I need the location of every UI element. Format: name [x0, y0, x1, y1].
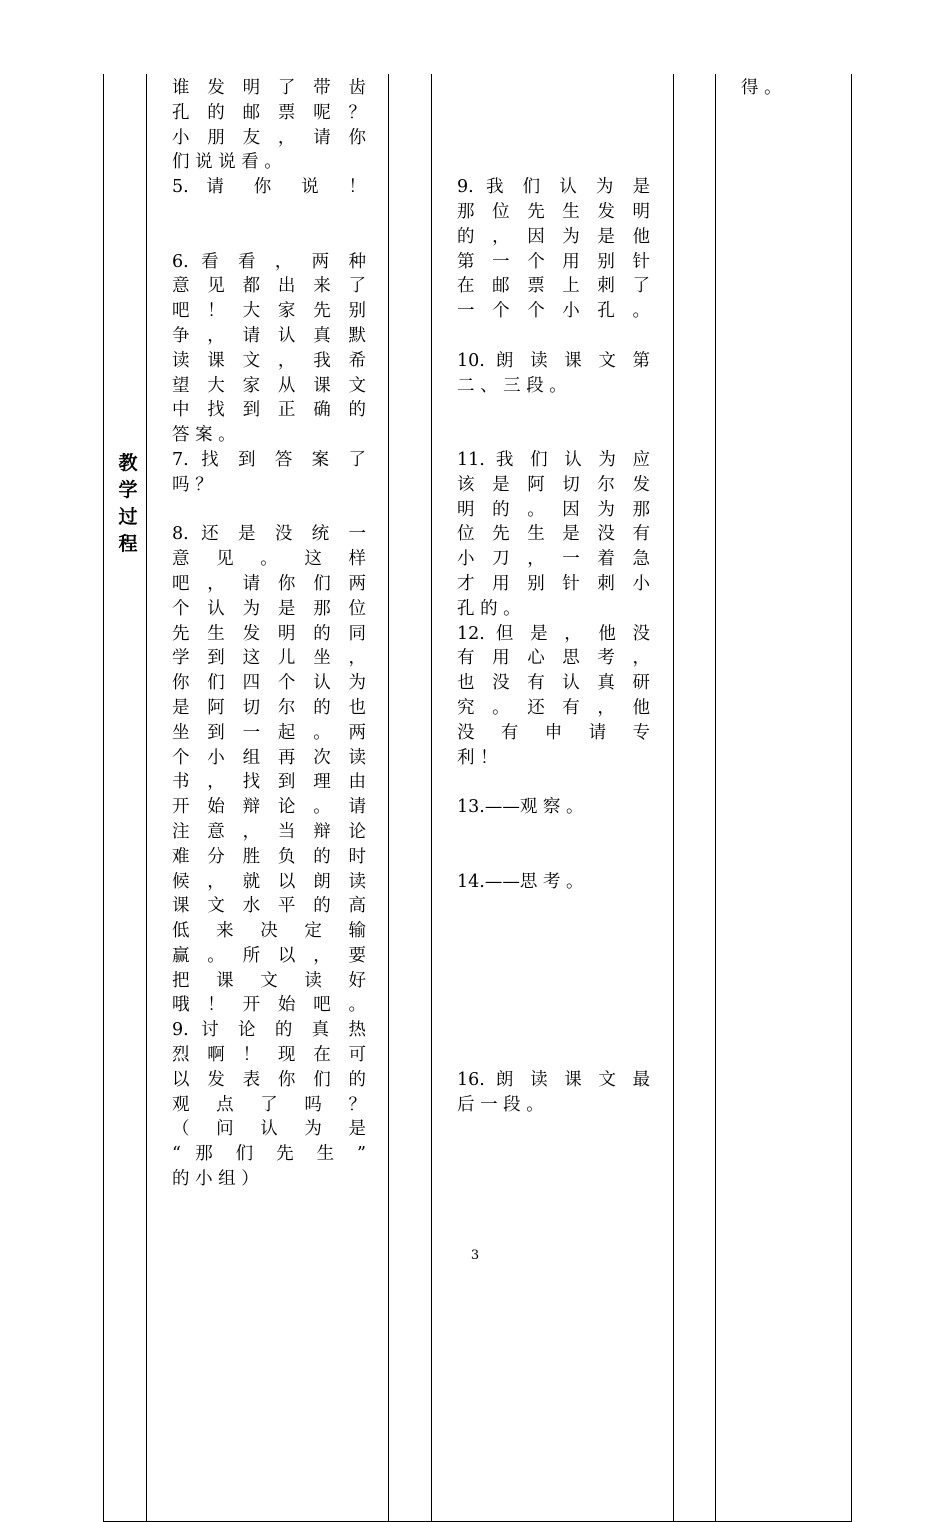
text-line: 吗 ？	[172, 474, 213, 495]
text-line: 13.——观 察 。	[457, 797, 584, 818]
text-line: 小 朋 友 ， 请 你	[172, 127, 366, 148]
text-line: 9. 我 们 认 为 是	[457, 177, 650, 198]
table-line	[431, 74, 432, 1522]
section-label	[110, 450, 146, 558]
text-line	[172, 498, 366, 523]
text-line	[457, 324, 650, 349]
text-line: 难 分 胜 负 的 时	[172, 846, 366, 867]
text-line: 哦 ！ 开 始 吧 。	[172, 995, 366, 1016]
text-line	[457, 919, 650, 944]
text-line: 明 的 。 因 为 那	[457, 499, 650, 520]
text-line: 们 说 说 看 。	[172, 152, 282, 173]
text-line	[457, 1018, 650, 1043]
text-line: 中 找 到 正 确 的	[172, 400, 366, 421]
text-line	[457, 1043, 650, 1068]
text-line: 9. 讨 论 的 真 热	[172, 1020, 366, 1041]
text-line: 个 认 为 是 那 位	[172, 598, 366, 619]
text-line: 在 邮 票 上 刺 了	[457, 276, 650, 297]
text-line: 你 们 四 个 认 为	[172, 673, 366, 694]
text-line: 学 到 这 儿 坐 ，	[172, 648, 366, 669]
text-line	[457, 126, 650, 151]
text-line	[172, 225, 366, 250]
text-line: 小 刀 ， 一 着 急	[457, 549, 650, 570]
text-line: 答 案 。	[172, 425, 236, 446]
table-line	[146, 74, 147, 1522]
text-line: 赢 。 所 以 ， 要	[172, 945, 366, 966]
page-number: 3	[470, 1248, 480, 1263]
text-line: 第 一 个 用 别 针	[457, 251, 650, 272]
text-line: 书 ， 找 到 理 由	[172, 772, 366, 793]
text-line: 以 发 表 你 们 的	[172, 1069, 366, 1090]
text-line: 才 用 别 针 刺 小	[457, 573, 650, 594]
text-line: 先 生 发 明 的 同	[172, 623, 366, 644]
text-line	[457, 150, 650, 175]
text-line: 吧 ， 请 你 们 两	[172, 573, 366, 594]
text-line: 吧 ！ 大 家 先 别	[172, 301, 366, 322]
student-activity-column	[457, 76, 650, 1117]
text-line: 注 意 ， 当 辩 论	[172, 821, 366, 842]
section-label-char: 教	[118, 452, 138, 474]
table-line	[103, 74, 104, 1522]
text-line	[457, 969, 650, 994]
text-line: 是 阿 切 尔 的 也	[172, 697, 366, 718]
text-line: 个 小 组 再 次 读	[172, 747, 366, 768]
design-intent-column	[741, 76, 841, 101]
text-line: 孔 的 。	[457, 598, 521, 619]
text-line: 孔 的 邮 票 呢 ？	[172, 102, 366, 123]
text-line: 有 用 心 思 考 ，	[457, 648, 650, 669]
text-line: 把 课 文 读 好	[172, 970, 366, 991]
text-line	[457, 398, 650, 423]
text-line: 也 没 有 认 真 研	[457, 673, 650, 694]
text-line: 候 ， 就 以 朗 读	[172, 871, 366, 892]
text-line: 12. 但 是 ， 他 没	[457, 623, 650, 644]
text-line: 一 个 个 小 孔 。	[457, 301, 650, 322]
text-line	[457, 770, 650, 795]
text-line	[457, 993, 650, 1018]
text-line: 意 见 都 出 来 了	[172, 276, 366, 297]
text-line: 观 点 了 吗 ？	[172, 1094, 366, 1115]
text-line: 的 ， 因 为 是 他	[457, 226, 650, 247]
text-line: 究 。 还 有 ， 他	[457, 697, 650, 718]
section-label-char: 程	[118, 533, 138, 555]
teacher-activity-column	[172, 76, 366, 1192]
text-line	[457, 894, 650, 919]
text-line	[172, 200, 366, 225]
text-line: 望 大 家 从 课 文	[172, 375, 366, 396]
text-line: 的 小 组 ）	[172, 1169, 259, 1190]
text-line: 该 是 阿 切 尔 发	[457, 474, 650, 495]
text-line: 6. 看 看 ， 两 种	[172, 251, 366, 272]
text-line: 7. 找 到 答 案 了	[172, 449, 366, 470]
text-line: 低 来 决 定 输	[172, 921, 366, 942]
text-line: 开 始 辩 论 。 请	[172, 797, 366, 818]
section-label-char: 学	[118, 479, 138, 501]
text-line: 意 见 。 这 样	[172, 549, 366, 570]
text-line: 11. 我 们 认 为 应	[457, 449, 650, 470]
text-line: 坐 到 一 起 。 两	[172, 722, 366, 743]
text-line: 8. 还 是 没 统 一	[172, 524, 366, 545]
text-line: 烈 啊 ！ 现 在 可	[172, 1045, 366, 1066]
text-line: 得 。	[741, 78, 782, 98]
text-line: 10. 朗 读 课 文 第	[457, 350, 650, 371]
table-line	[715, 74, 716, 1522]
text-line	[457, 101, 650, 126]
text-line: 课 文 水 平 的 高	[172, 896, 366, 917]
table-line	[388, 74, 389, 1522]
table-line	[851, 74, 852, 1522]
text-line: 没 有 申 请 专	[457, 722, 650, 743]
text-line	[457, 423, 650, 448]
section-label-char: 过	[118, 506, 138, 528]
text-line: 16. 朗 读 课 文 最	[457, 1069, 650, 1090]
text-line: 后 一 段 。	[457, 1094, 544, 1115]
text-line: 二 、 三 段 。	[457, 375, 567, 396]
text-line: 5. 请 你 说 ！	[172, 177, 366, 198]
text-line: 那 位 先 生 发 明	[457, 201, 650, 222]
table-line	[673, 74, 674, 1522]
text-line	[457, 845, 650, 870]
text-line: 位 先 生 是 没 有	[457, 524, 650, 545]
text-line: 利 ！	[457, 747, 498, 768]
text-line	[457, 820, 650, 845]
text-line: （ 问 认 为 是	[172, 1119, 366, 1140]
text-line: 争 ， 请 认 真 默	[172, 325, 366, 346]
text-line	[457, 944, 650, 969]
text-line: 读 课 文 ， 我 希	[172, 350, 366, 371]
text-line: 谁 发 明 了 带 齿	[172, 78, 366, 98]
text-line: 14.——思 考 。	[457, 871, 584, 892]
text-line	[457, 76, 650, 101]
text-line: “ 那 们 先 生 ”	[172, 1144, 366, 1165]
